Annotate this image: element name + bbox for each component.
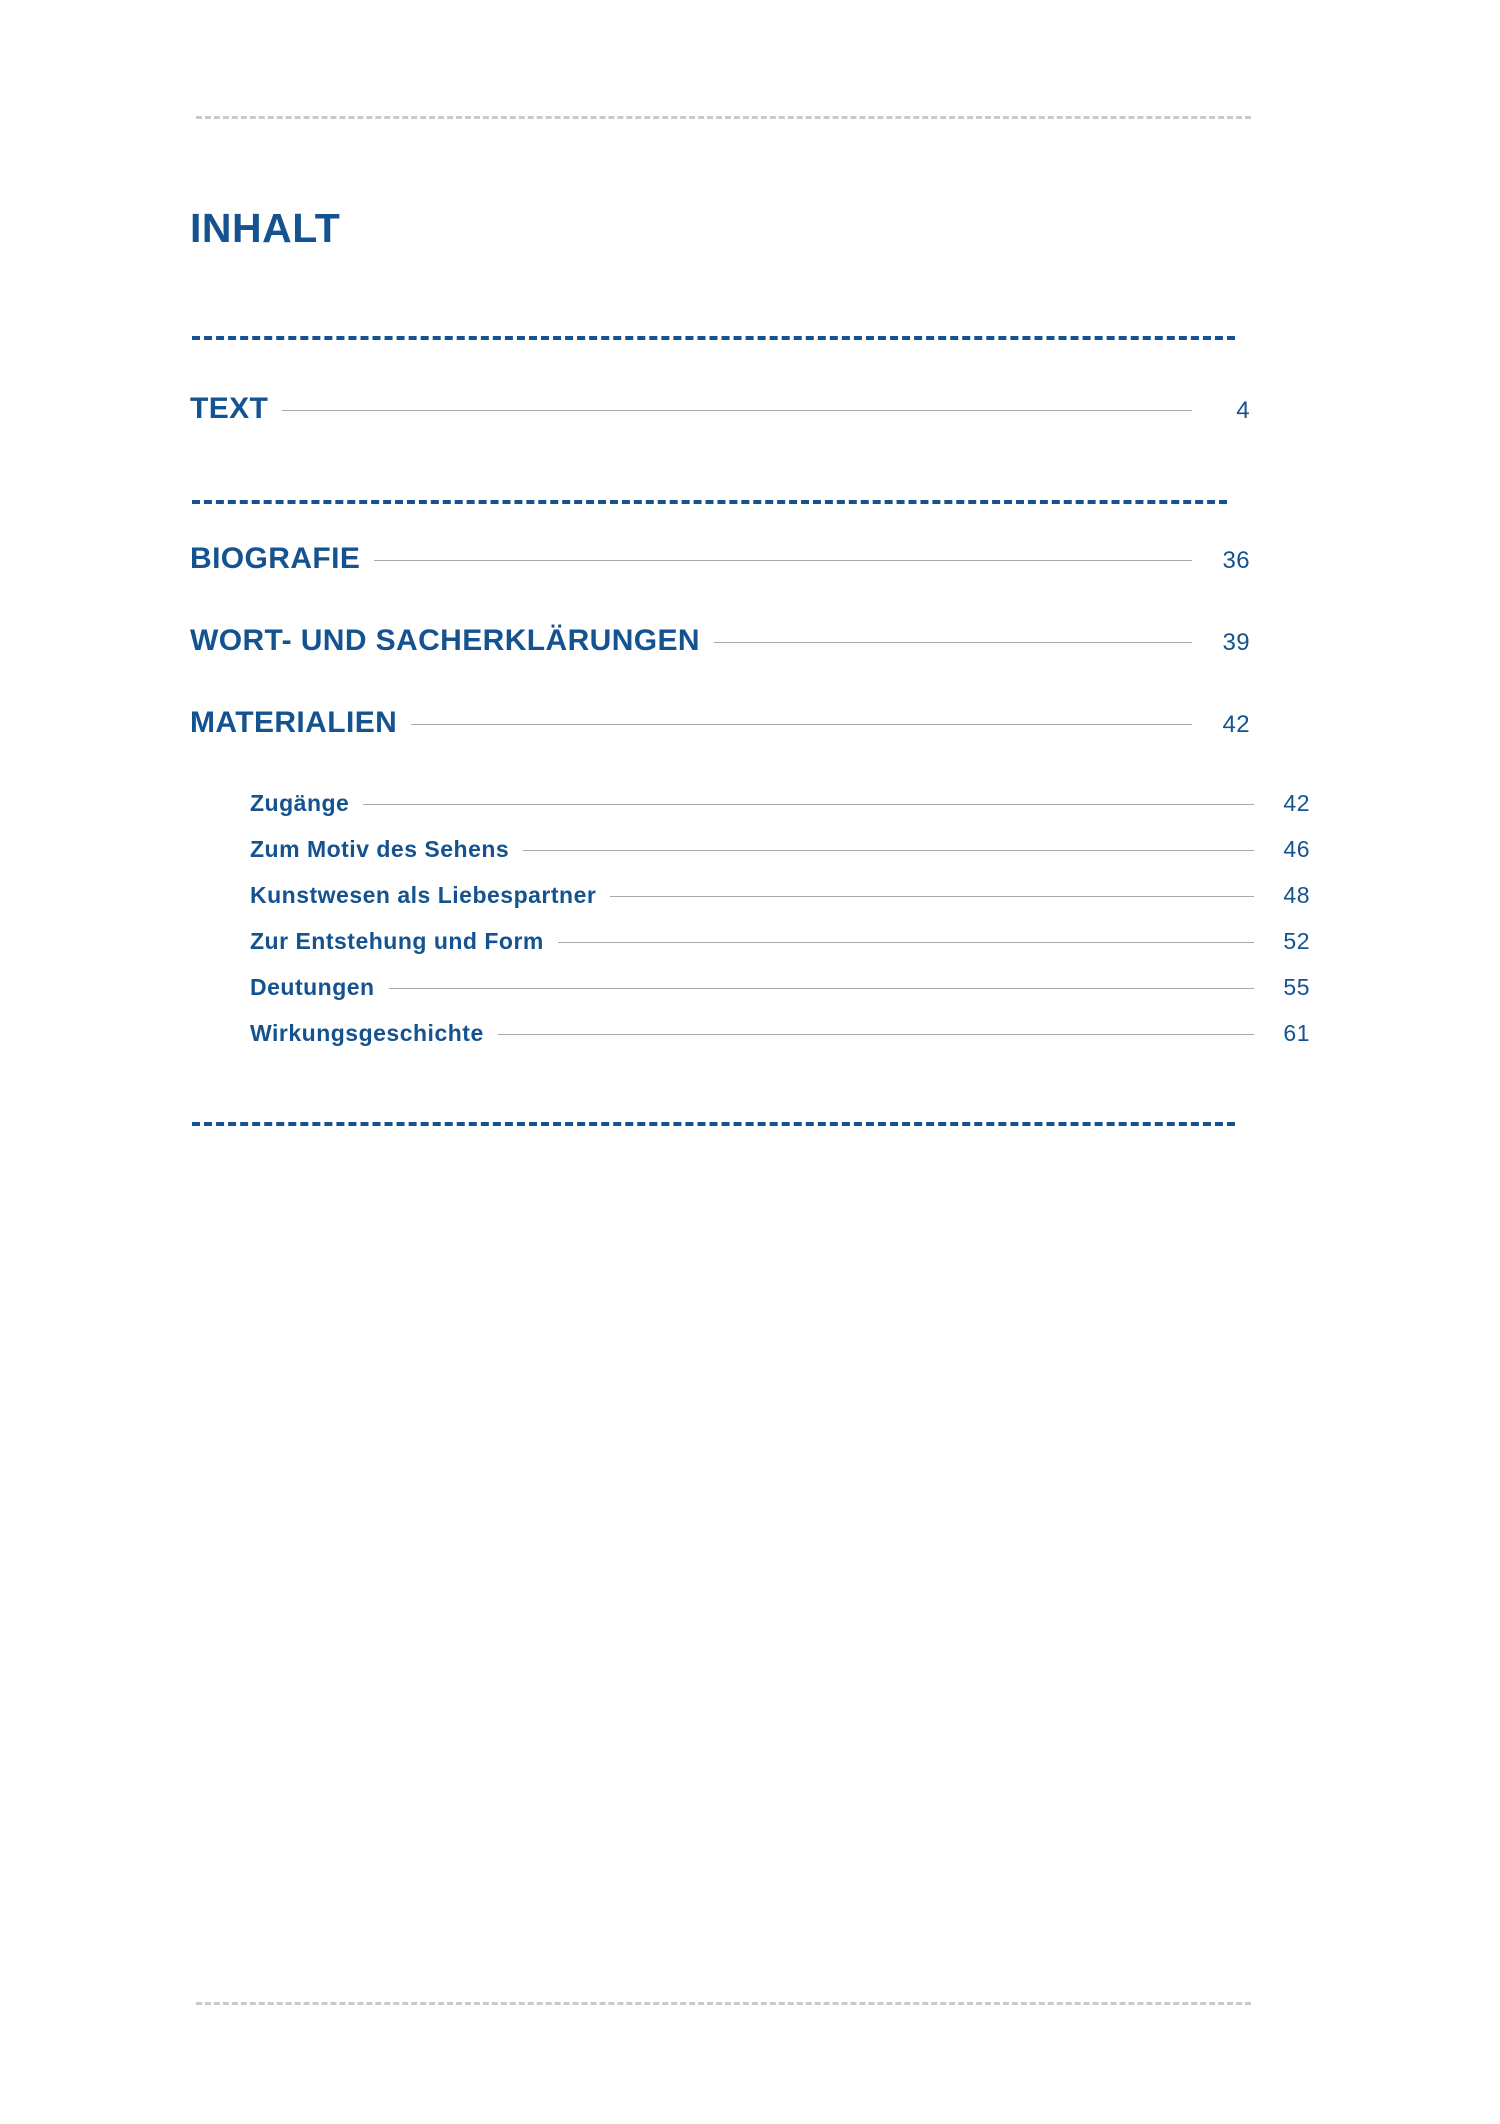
toc-subentry-deutungen[interactable]: [250, 974, 1310, 1001]
toc-entry-text[interactable]: [190, 392, 1250, 426]
toc-subentry-label: Zur Entstehung und Form: [250, 928, 544, 954]
toc-entry-biografie[interactable]: [190, 542, 1250, 576]
toc-subentry-label: Zugänge: [250, 790, 350, 816]
divider-below-materialien: [192, 1122, 1235, 1126]
leader-line: [389, 988, 1254, 989]
toc-subentry-zum-motiv-des-sehens[interactable]: [250, 836, 1310, 863]
toc-entry-label: TEXT: [190, 392, 269, 425]
toc-entry-materialien[interactable]: [190, 706, 1250, 740]
leader-line: [282, 410, 1192, 411]
toc-entry-wort-und-sacherklaerungen[interactable]: [190, 624, 1250, 658]
toc-entry-label: MATERIALIEN: [190, 706, 398, 739]
toc-subentry-label: Wirkungsgeschichte: [250, 1020, 484, 1046]
bottom-divider: [196, 2002, 1251, 2005]
toc-entry-label: WORT- UND SACHERKLÄRUNGEN: [190, 624, 700, 657]
leader-line: [363, 804, 1254, 805]
leader-line: [498, 1034, 1254, 1035]
toc-entry-label: BIOGRAFIE: [190, 542, 361, 575]
toc-subentry-page: 55: [1283, 974, 1310, 1000]
toc-subentry-page: 52: [1283, 928, 1310, 954]
toc-subentry-page: 61: [1283, 1020, 1310, 1046]
toc-entry-page: 42: [1222, 711, 1250, 738]
leader-line: [374, 560, 1192, 561]
toc-subentry-zugaenge[interactable]: [250, 790, 1310, 817]
divider-below-text: [192, 500, 1227, 504]
toc-entry-page: 39: [1222, 629, 1250, 656]
toc-subentry-kunstwesen-als-liebespartner[interactable]: [250, 882, 1310, 909]
toc-subentry-page: 48: [1283, 882, 1310, 908]
toc-subentry-zur-entstehung-und-form[interactable]: [250, 928, 1310, 955]
toc-subentry-label: Kunstwesen als Liebespartner: [250, 882, 597, 908]
leader-line: [610, 896, 1254, 897]
leader-line: [411, 724, 1192, 725]
toc-subentry-label: Zum Motiv des Sehens: [250, 836, 510, 862]
toc-entry-page: 36: [1222, 547, 1250, 574]
toc-subentry-page: 42: [1283, 790, 1310, 816]
leader-line: [523, 850, 1254, 851]
leader-line: [558, 942, 1254, 943]
divider-above-text: [192, 336, 1235, 340]
page-title: INHALT: [190, 205, 341, 252]
leader-line: [714, 642, 1192, 643]
toc-subentry-wirkungsgeschichte[interactable]: [250, 1020, 1310, 1047]
toc-entry-page: 4: [1236, 397, 1250, 424]
top-divider: [196, 116, 1251, 119]
toc-subentry-label: Deutungen: [250, 974, 375, 1000]
toc-sublist-materialien: [250, 790, 1310, 1066]
toc-subentry-page: 46: [1283, 836, 1310, 862]
